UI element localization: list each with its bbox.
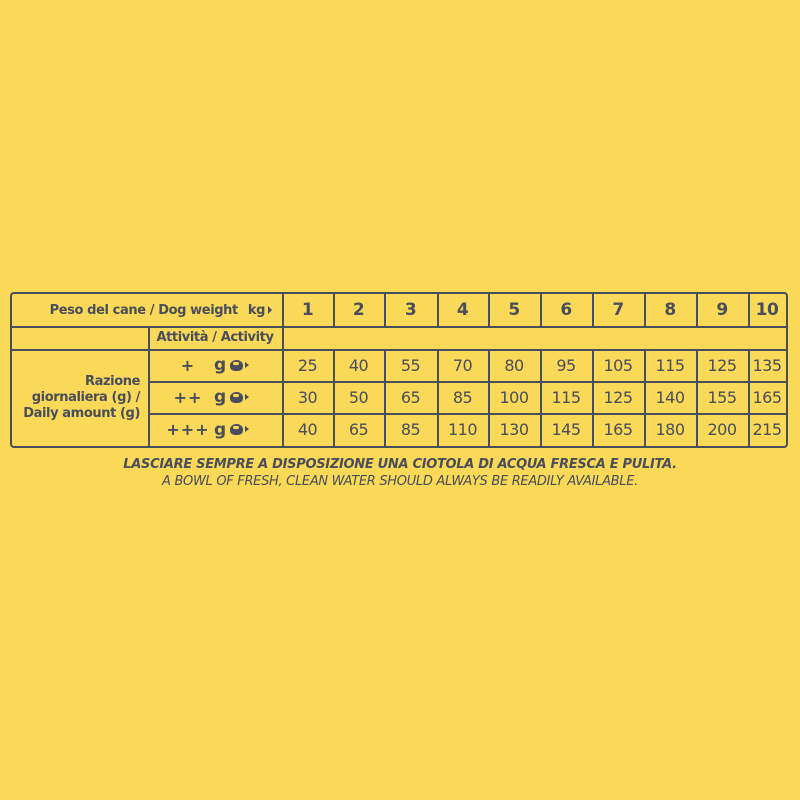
daily-amount-value: 155 — [707, 387, 737, 407]
daily-amount-value: 85 — [400, 420, 421, 439]
arrow-right-icon — [268, 306, 272, 314]
daily-amount-value: 115 — [655, 355, 685, 375]
daily-amount-value: 165 — [603, 420, 633, 439]
daily-amount-value: 40 — [297, 420, 318, 439]
food-bowl-icon — [229, 359, 249, 372]
daily-amount-value: 145 — [551, 420, 581, 439]
daily-amount-value: 50 — [348, 387, 369, 407]
activity-level — [148, 381, 282, 413]
daily-amount-value: 105 — [603, 355, 633, 375]
daily-amount-value: 215 — [752, 420, 782, 439]
daily-amount-value: 70 — [452, 355, 473, 375]
daily-amount-value: 55 — [400, 355, 421, 375]
activity-level-mark: ++ — [173, 387, 203, 407]
daily-amount-value: 85 — [452, 387, 473, 407]
activity-level — [148, 349, 282, 381]
feeding-table — [10, 292, 788, 448]
daily-amount-value: 65 — [400, 387, 421, 407]
daily-amount-value: 80 — [504, 355, 524, 375]
weight-value: 1 — [301, 300, 314, 320]
dog-weight-header — [12, 294, 282, 326]
weight-value: 10 — [755, 300, 779, 320]
daily-amount-value: 100 — [499, 387, 529, 407]
weight-value: 5 — [508, 300, 520, 320]
activity-header: Attività / Activity — [156, 330, 274, 345]
grams-unit: g — [214, 419, 226, 440]
water-note-italian: LASCIARE SEMPRE A DISPOSIZIONE UNA CIOTOLA DI ACQUA FRESCA E PULITA. — [123, 457, 677, 472]
water-note-english: A BOWL OF FRESH, CLEAN WATER SHOULD ALWAYS BE READILY AVAILABLE. — [162, 474, 638, 489]
weight-value: 6 — [560, 300, 572, 320]
weight-value: 4 — [456, 300, 469, 320]
weight-value: 9 — [716, 300, 728, 320]
activity-level — [148, 413, 282, 446]
weight-value: 8 — [664, 300, 676, 320]
table-row-divider — [12, 326, 786, 328]
daily-amount-value: 180 — [655, 420, 685, 439]
daily-amount-value: 110 — [447, 420, 478, 439]
weight-value: 3 — [404, 300, 417, 320]
weight-unit: kg — [247, 302, 265, 318]
daily-amount-value: 30 — [297, 387, 318, 407]
daily-amount-value: 165 — [752, 387, 782, 407]
daily-amount-value: 140 — [655, 387, 685, 407]
daily-amount-value: 65 — [348, 420, 369, 439]
food-bowl-icon — [229, 423, 249, 436]
daily-amount-value: 125 — [707, 355, 737, 375]
weight-value: 7 — [612, 300, 624, 320]
daily-amount-value: 95 — [556, 355, 576, 375]
daily-amount-value: 125 — [603, 387, 633, 407]
daily-amount-value: 40 — [348, 355, 369, 375]
weight-value: 2 — [352, 300, 365, 320]
grams-unit: g — [214, 387, 226, 407]
food-bowl-icon — [229, 391, 249, 404]
daily-amount-value: 25 — [297, 355, 318, 375]
daily-amount-value: 135 — [752, 355, 782, 375]
daily-amount-value: 115 — [551, 387, 581, 407]
activity-level-mark: +++ — [166, 420, 210, 439]
daily-amount-value: 200 — [707, 420, 737, 439]
daily-amount-value: 130 — [499, 420, 529, 439]
grams-unit: g — [214, 355, 226, 375]
dog-weight-label: Peso del cane / Dog weight — [49, 302, 238, 318]
activity-level-mark: + — [180, 355, 196, 375]
daily-amount-label: Razione giornaliera (g) / Daily amount (g) — [23, 373, 140, 421]
